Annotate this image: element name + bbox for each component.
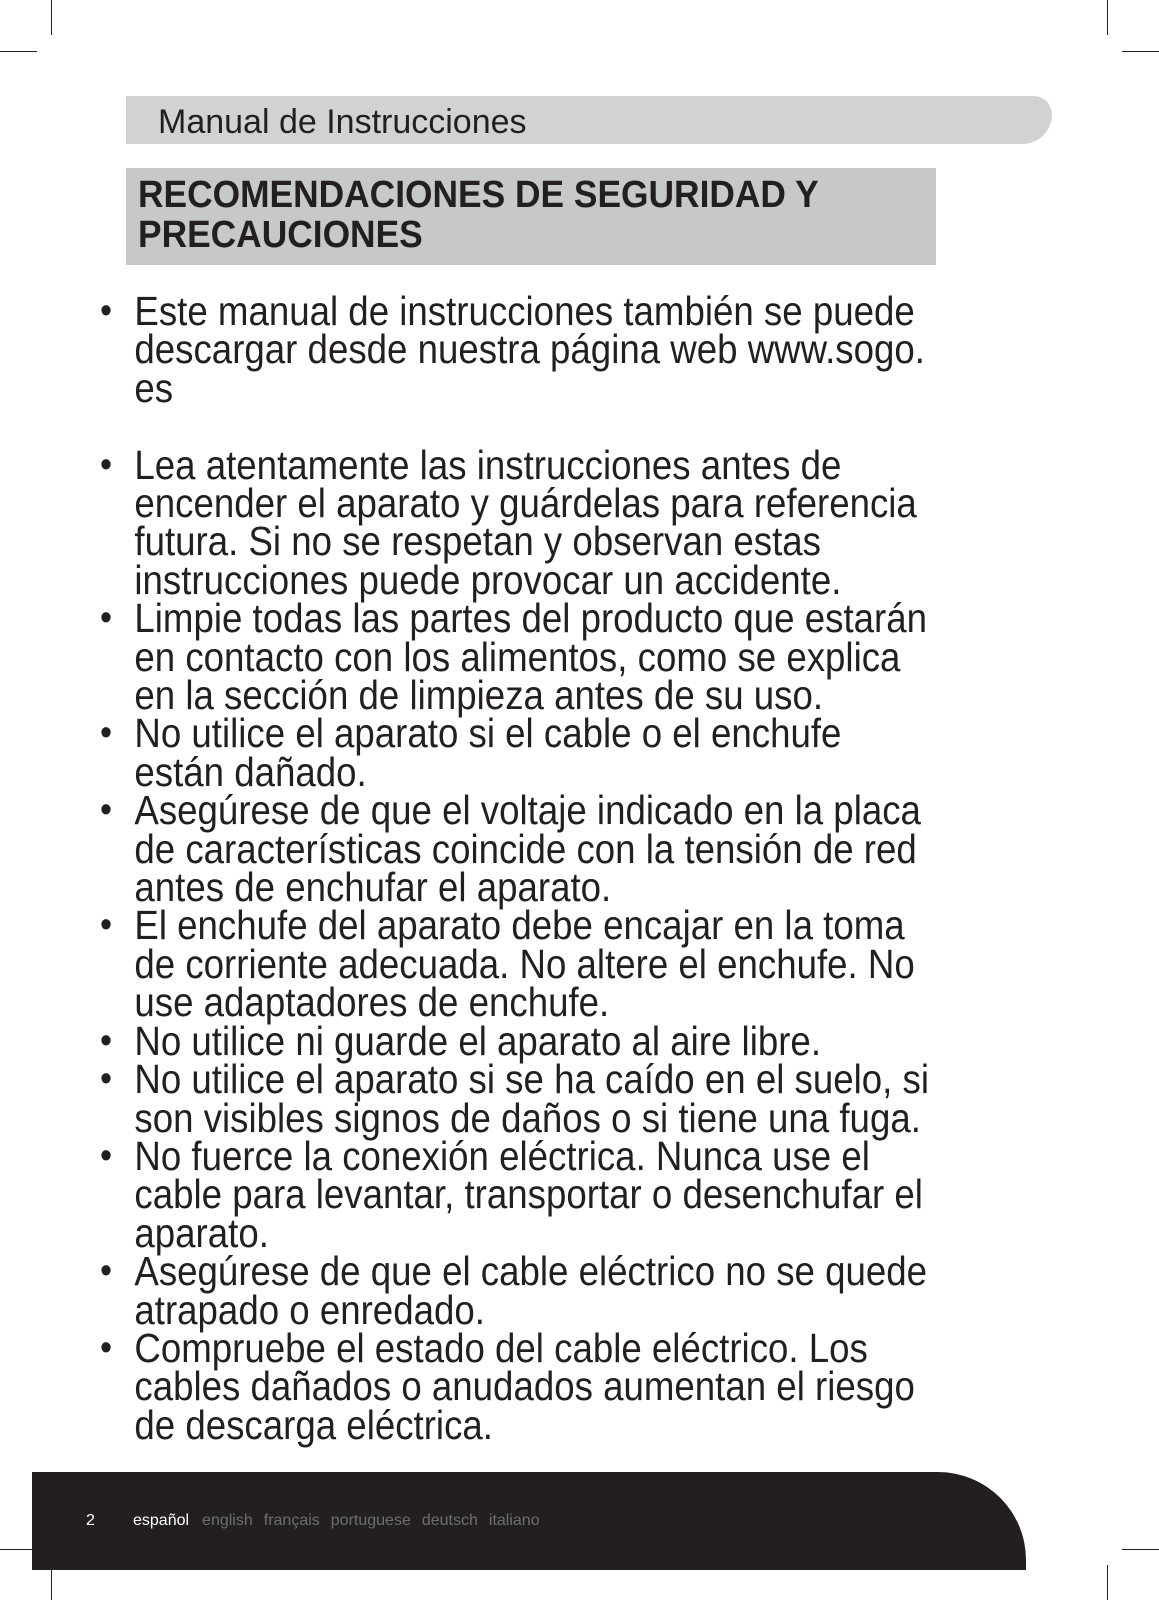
language-tab-francais[interactable]: français: [263, 1512, 320, 1529]
list-item: [100, 710, 1039, 795]
bullet-icon: •: [100, 1250, 113, 1293]
bullet-icon: •: [100, 1058, 113, 1101]
bullet-icon: •: [100, 789, 113, 832]
list-item: [100, 787, 1039, 911]
list-item: [100, 1132, 1039, 1256]
bullet-icon: •: [100, 712, 113, 755]
language-nav: [133, 1512, 551, 1530]
list-item-text: Este manual de instrucciones también se puede descargar desde nuestra página web www.sogo. es: [134, 288, 925, 411]
list-item: [100, 595, 1039, 719]
list-item: [100, 1248, 1039, 1333]
language-tab-espanol[interactable]: español: [133, 1512, 190, 1529]
language-tab-portuguese[interactable]: portuguese: [330, 1512, 411, 1529]
list-item: [100, 1056, 1039, 1141]
list-item: [100, 902, 1039, 1026]
list-item: [100, 441, 1039, 603]
bullet-icon: •: [100, 1019, 113, 1062]
safety-list: [100, 288, 1159, 1448]
crop-mark: [1122, 51, 1159, 52]
crop-mark: [0, 51, 37, 52]
list-item-text: Limpie todas las partes del producto que estarán en contacto con los alimentos, como se explica en la sección de limpieza antes de su uso.: [134, 595, 927, 719]
list-item-text: Asegúrese de que el cable eléctrico no se quede atrapado o enredado.: [134, 1248, 928, 1333]
page-number: 2: [86, 1512, 95, 1529]
list-item: [100, 288, 1039, 411]
bullet-icon: •: [100, 904, 113, 947]
bullet-icon: •: [100, 597, 113, 640]
language-tab-deutsch[interactable]: deutsch: [421, 1512, 478, 1529]
list-item-text: Asegúrese de que el voltaje indicado en la placa de características coincide con la tensión de red antes de enchufar el aparato.: [134, 787, 921, 911]
crop-mark: [1122, 1549, 1159, 1550]
crop-mark: [51, 0, 52, 35]
bullet-icon: •: [100, 290, 113, 332]
list-item-text: No utilice el aparato si el cable o el enchufe están dañado.: [134, 710, 842, 795]
language-tab-italiano[interactable]: italiano: [488, 1512, 540, 1529]
section-heading-box: [126, 168, 936, 265]
list-item: [100, 1017, 1039, 1064]
footer-bar: [32, 1472, 1026, 1570]
list-item: [100, 1324, 1039, 1448]
crop-mark: [51, 1565, 52, 1600]
section-title: RECOMENDACIONES DE SEGURIDAD Y PRECAUCIONES: [138, 174, 819, 256]
list-item-text: Lea atentamente las instrucciones antes de encender el aparato y guárdelas para referencia futura. Si no se respetan y observan estas instrucciones puede provocar un accidente.: [134, 441, 917, 603]
list-item-text: No utilice el aparato si se ha caído en el suelo, si son visibles signos de daños o si tiene una fuga.: [134, 1056, 929, 1141]
list-item-text: No utilice ni guarde el aparato al aire libre.: [134, 1017, 822, 1064]
header-title: Manual de Instrucciones: [158, 103, 527, 141]
language-tab-english[interactable]: english: [202, 1512, 253, 1529]
crop-mark: [1107, 0, 1108, 35]
crop-mark: [1107, 1565, 1108, 1600]
header-band: [126, 96, 1052, 144]
list-item-text: Compruebe el estado del cable eléctrico. Los cables dañados o anudados aumentan el riesgo de descarga eléctrica.: [134, 1324, 915, 1448]
bullet-icon: •: [100, 1326, 113, 1369]
list-item-text: No fuerce la conexión eléctrica. Nunca use el cable para levantar, transportar o desenchufar el aparato.: [134, 1132, 923, 1256]
list-item-text: El enchufe del aparato debe encajar en la toma de corriente adecuada. No altere el enchufe. No use adaptadores de enchufe.: [134, 902, 915, 1026]
bullet-icon: •: [100, 443, 113, 486]
bullet-icon: •: [100, 1134, 113, 1177]
